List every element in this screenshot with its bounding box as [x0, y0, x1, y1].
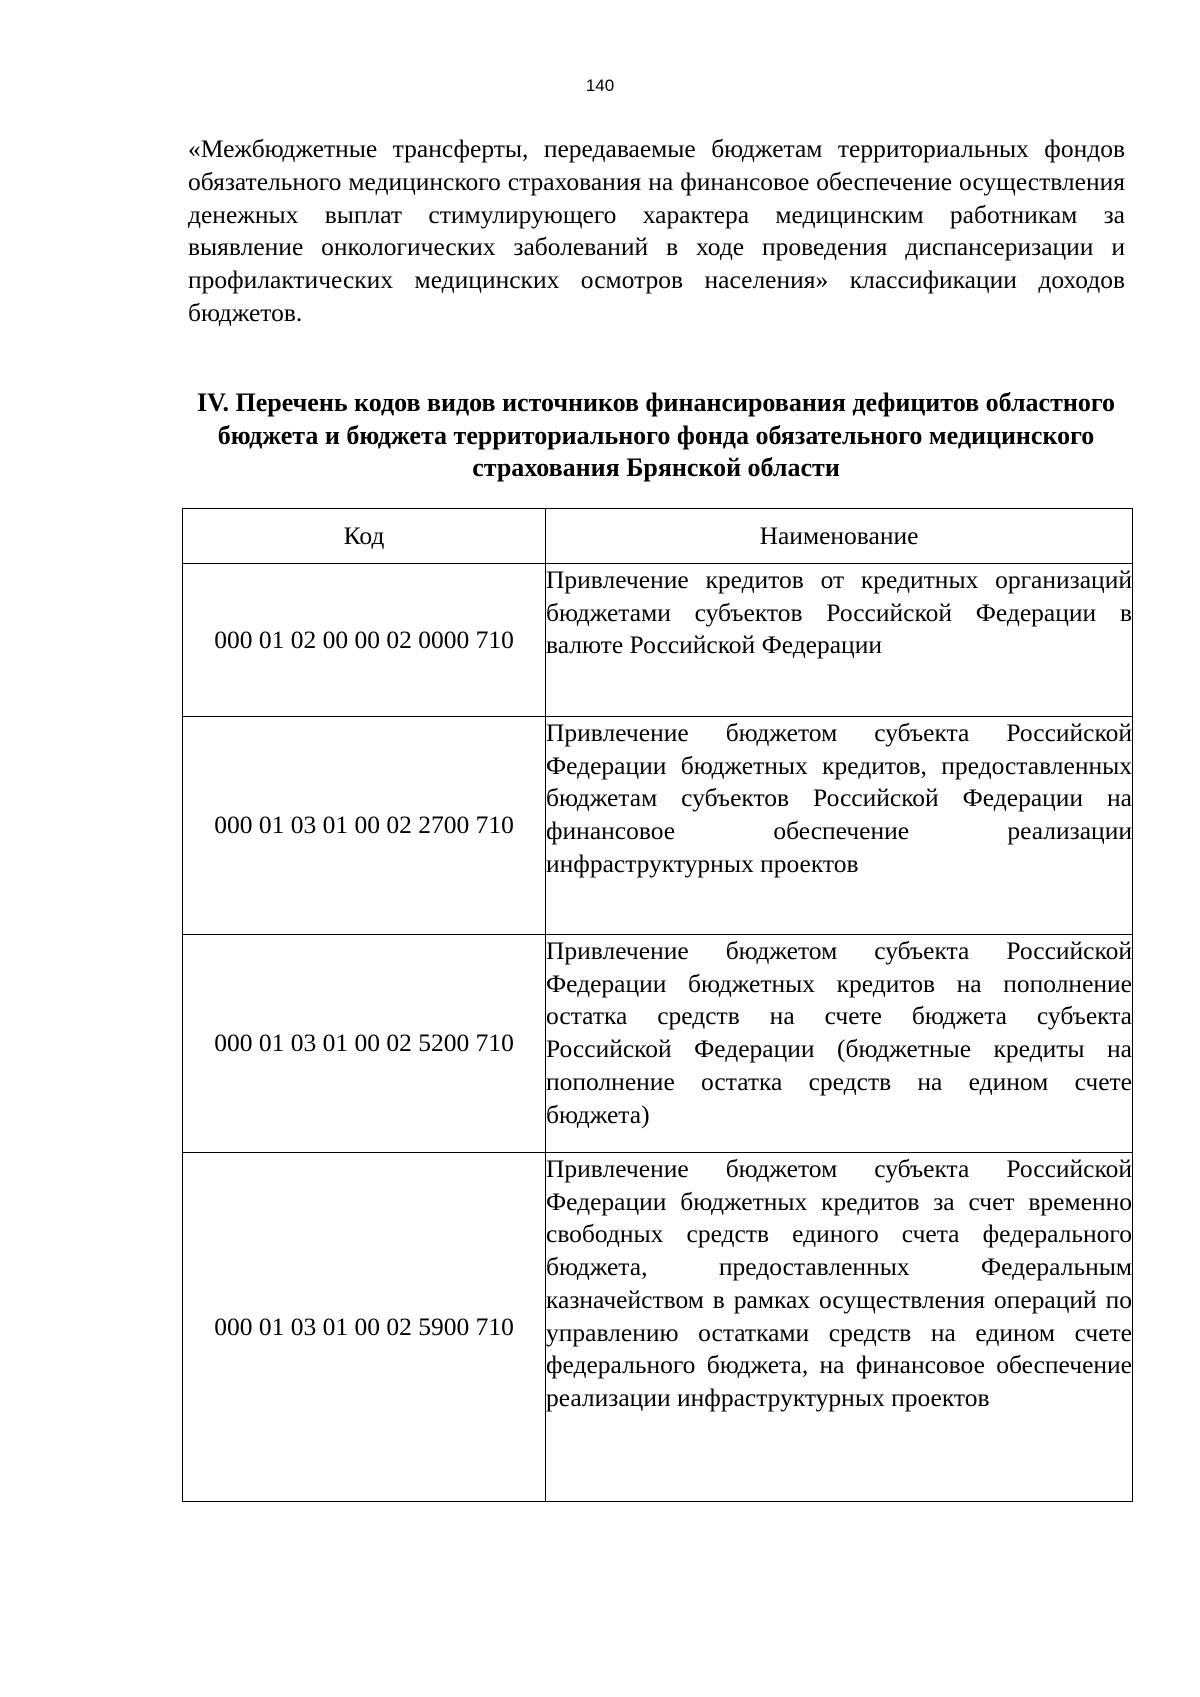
table-row — [183, 717, 1133, 935]
code-cell: 000 01 03 01 00 02 2700 710 — [183, 717, 546, 935]
table-row — [183, 1153, 1133, 1502]
code-cell: 000 01 03 01 00 02 5200 710 — [183, 935, 546, 1153]
table-header-row — [183, 509, 1133, 564]
name-cell: Привлечение бюджетом субъекта Российской Федерации бюджетных кредитов на пополнение остатка средств на счете бюджета субъекта Российской Федерации (бюджетные кредиты на пополнение остатка средств на едином счете бюджета) — [546, 935, 1133, 1153]
page-number: 140 — [585, 76, 615, 95]
header-code: Код — [183, 509, 546, 564]
code-cell: 000 01 03 01 00 02 5900 710 — [183, 1153, 546, 1502]
codes-table — [182, 508, 1133, 1502]
table-row — [183, 564, 1133, 717]
intro-paragraph: «Межбюджетные трансферты, передаваемые бюджетам территориальных фондов обязательного медицинского страхования на финансовое обеспечение осуществления денежных выплат стимулирующего характера медицинским работникам за выявление онкологических заболеваний в ходе проведения диспансеризации и профилактических медицинских осмотров населения» классификации доходов бюджетов. — [188, 134, 1125, 327]
table-row — [183, 935, 1133, 1153]
header-name: Наименование — [546, 509, 1133, 564]
section-title: IV. Перечень кодов видов источников финансирования дефицитов областного бюджета и бюджета территориального фонда обязательного медицинского страхования Брянской области — [196, 388, 1115, 483]
name-cell: Привлечение бюджетом субъекта Российской Федерации бюджетных кредитов, предоставленных бюджетам субъектов Российской Федерации на финансовое обеспечение реализации инфраструктурных проектов — [546, 717, 1133, 935]
name-cell: Привлечение кредитов от кредитных организаций бюджетами субъектов Российской Федерации в валюте Российской Федерации — [546, 564, 1133, 717]
name-cell: Привлечение бюджетом субъекта Российской Федерации бюджетных кредитов за счет временно свободных средств единого счета федерального бюджета, предоставленных Федеральным казначейством в рамках осуществления операций по управлению остатками средств на едином счете федерального бюджета, на финансовое обеспечение реализации инфраструктурных проектов — [546, 1153, 1133, 1502]
code-cell: 000 01 02 00 00 02 0000 710 — [183, 564, 546, 717]
